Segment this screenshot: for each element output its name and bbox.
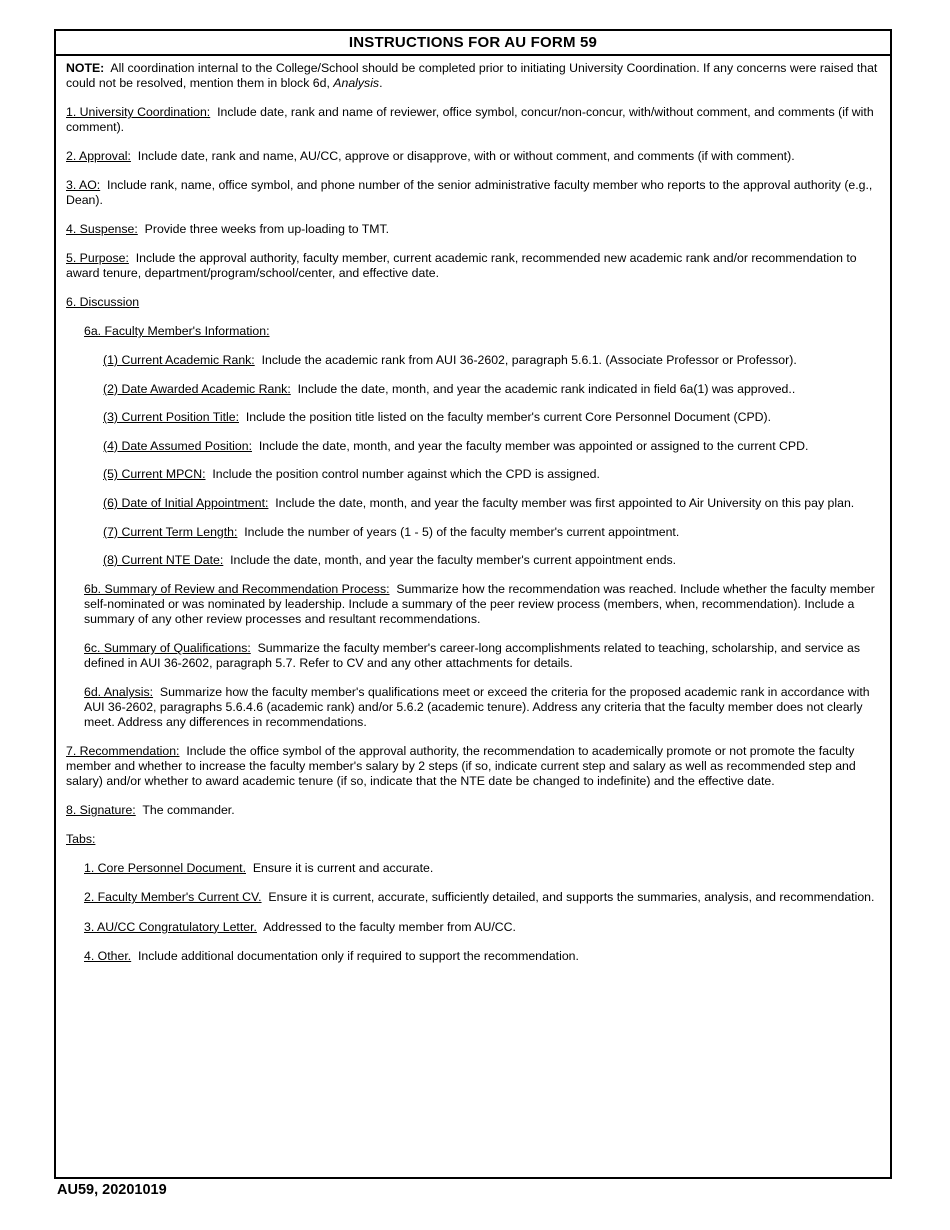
form-title: INSTRUCTIONS FOR AU FORM 59 <box>56 31 890 56</box>
field-label: (5) Current MPCN: <box>103 467 206 482</box>
field-label: (3) Current Position Title: <box>103 410 239 425</box>
field-text: Include the position control number against which the CPD is assigned. <box>212 467 600 482</box>
tab-item-other <box>66 949 891 964</box>
field-current-mpcn <box>66 467 891 482</box>
field-current-academic-rank <box>66 353 891 368</box>
field-date-assumed-position <box>66 439 891 454</box>
form-footer: AU59, 20201019 <box>57 1182 167 1198</box>
item-label: 1. University Coordination: <box>66 105 211 119</box>
item-label: 5. Purpose: <box>66 251 129 265</box>
tab-item-current-cv <box>66 890 891 905</box>
field-label: (7) Current Term Length: <box>103 524 238 539</box>
tabs-heading <box>66 832 891 847</box>
signature-text: The commander. <box>142 803 235 818</box>
field-text: Include the number of years (1 - 5) of the faculty member's current appointment. <box>244 524 680 539</box>
note-paragraph <box>66 61 891 91</box>
field-date-awarded-rank <box>66 382 891 397</box>
field-text: Include the academic rank from AUI 36-2602, paragraph 5.6.1. (Associate Professor or Professor). <box>261 353 797 367</box>
tabs-label: Tabs: <box>66 832 96 847</box>
item-text: Provide three weeks from up-loading to TMT. <box>144 222 390 236</box>
discussion-label: 6. Discussion <box>66 295 140 309</box>
field-label: (2) Date Awarded Academic Rank: <box>103 381 291 396</box>
subsection-label: 6d. Analysis: <box>84 685 154 700</box>
recommendation-text: Include the office symbol of the approval authority, the recommendation to academically promote or not promote the faculty member and whether to increase the faculty member's salary by 2 steps (if so, indicate current step and salary as well as recommended step and salary) and/or whether to award academic tenure (if so, indicate that the NTE date be changed to indefinite) and the effective date. <box>66 744 856 789</box>
field-date-initial-appointment <box>66 496 891 511</box>
faculty-info-heading <box>66 324 891 339</box>
tab-item-label: 4. Other. <box>84 949 132 964</box>
faculty-info-label: 6a. Faculty Member's Information: <box>84 324 270 338</box>
field-current-position-title <box>66 410 891 425</box>
note-label: NOTE: <box>66 61 105 75</box>
discussion-heading <box>66 295 891 310</box>
item-text: Include date, rank and name, AU/CC, approve or disapprove, with or without comment, and comments (if with comment). <box>137 149 795 163</box>
subsection-analysis <box>66 685 891 730</box>
field-text: Include the position title listed on the faculty member's current Core Personnel Document (CPD). <box>245 410 772 425</box>
instructions-form <box>54 29 892 1179</box>
subsection-review-process <box>66 582 891 627</box>
subsection-label: 6c. Summary of Qualifications: <box>84 641 251 656</box>
subsection-text: Summarize how the faculty member's qualifications meet or exceed the criteria for the proposed academic rank in accordance with AUI 36-2602, paragraphs 5.6.4.6 (academic rank) and/or 5.6.2 (academic tenure). Address any criteria that the faculty member does not clearly meet. Address any differences in recommendations. <box>84 685 870 730</box>
item-label: 3. AO: <box>66 178 101 192</box>
item-text: Include date, rank and name of reviewer, office symbol, concur/non-concur, with/without comment, and comments (if with comment). <box>66 105 874 134</box>
signature-label: 8. Signature: <box>66 803 136 818</box>
field-label: (4) Date Assumed Position: <box>103 438 252 453</box>
item-university-coordination <box>66 105 891 135</box>
note-italic: Analysis <box>333 76 380 90</box>
subsection-text: Summarize how the recommendation was reached. Include whether the faculty member self-nominated or was nominated by leadership. Include a summary of the peer review process (members, when, recommendation). Include a summary of any other review processes and resultant recommendations. <box>84 582 875 627</box>
field-text: Include the date, month, and year the faculty member was first appointed to Air University on this pay plan. <box>275 495 855 510</box>
field-text: Include the date, month, and year the faculty member was appointed or assigned to the current CPD. <box>258 438 809 453</box>
item-signature <box>66 803 891 818</box>
field-text: Include the date, month, and year the academic rank indicated in field 6a(1) was approved.. <box>297 381 796 396</box>
item-label: 2. Approval: <box>66 149 131 163</box>
field-label: (6) Date of Initial Appointment: <box>103 495 269 510</box>
tab-item-core-personnel-document <box>66 861 891 876</box>
tab-item-label: 1. Core Personnel Document. <box>84 861 246 876</box>
item-text: Include rank, name, office symbol, and phone number of the senior administrative faculty member who reports to the approval authority (e.g., Dean). <box>66 178 873 207</box>
field-label: (1) Current Academic Rank: <box>103 353 255 367</box>
tab-item-text: Ensure it is current, accurate, sufficiently detailed, and supports the summaries, analysis, and recommendation. <box>268 890 875 905</box>
field-text: Include the date, month, and year the faculty member's current appointment ends. <box>230 553 677 568</box>
tab-item-label: 3. AU/CC Congratulatory Letter. <box>84 919 257 934</box>
tab-item-text: Addressed to the faculty member from AU/CC. <box>263 919 516 934</box>
tab-item-label: 2. Faculty Member's Current CV. <box>84 890 262 905</box>
item-text: Include the approval authority, faculty member, current academic rank, recommended new academic rank and/or recommendation to award tenure, department/program/school/center, and effective date. <box>66 251 857 280</box>
subsection-qualifications <box>66 641 891 671</box>
tab-item-congratulatory-letter <box>66 920 891 935</box>
item-label: 4. Suspense: <box>66 222 138 236</box>
subsection-label: 6b. Summary of Review and Recommendation Process: <box>84 582 390 597</box>
note-end: . <box>379 76 383 90</box>
field-label: (8) Current NTE Date: <box>103 553 224 568</box>
field-current-nte-date <box>66 553 891 568</box>
tab-item-text: Ensure it is current and accurate. <box>252 861 434 876</box>
instructions-content <box>66 61 891 978</box>
subsection-text: Summarize the faculty member's career-long accomplishments related to teaching, scholarship, and service as defined in AUI 36-2602, paragraph 5.7. Refer to CV and any other attachments for details. <box>84 641 861 671</box>
item-approval <box>66 149 891 164</box>
recommendation-label: 7. Recommendation: <box>66 744 180 759</box>
field-current-term-length <box>66 525 891 540</box>
tab-item-text: Include additional documentation only if required to support the recommendation. <box>138 949 579 964</box>
item-purpose <box>66 251 891 281</box>
item-recommendation <box>66 744 891 789</box>
note-text: All coordination internal to the College/School should be completed prior to initiating University Coordination. If any concerns were raised that could not be resolved, mention them in block 6d, <box>66 61 878 90</box>
item-ao <box>66 178 891 208</box>
item-suspense <box>66 222 891 237</box>
